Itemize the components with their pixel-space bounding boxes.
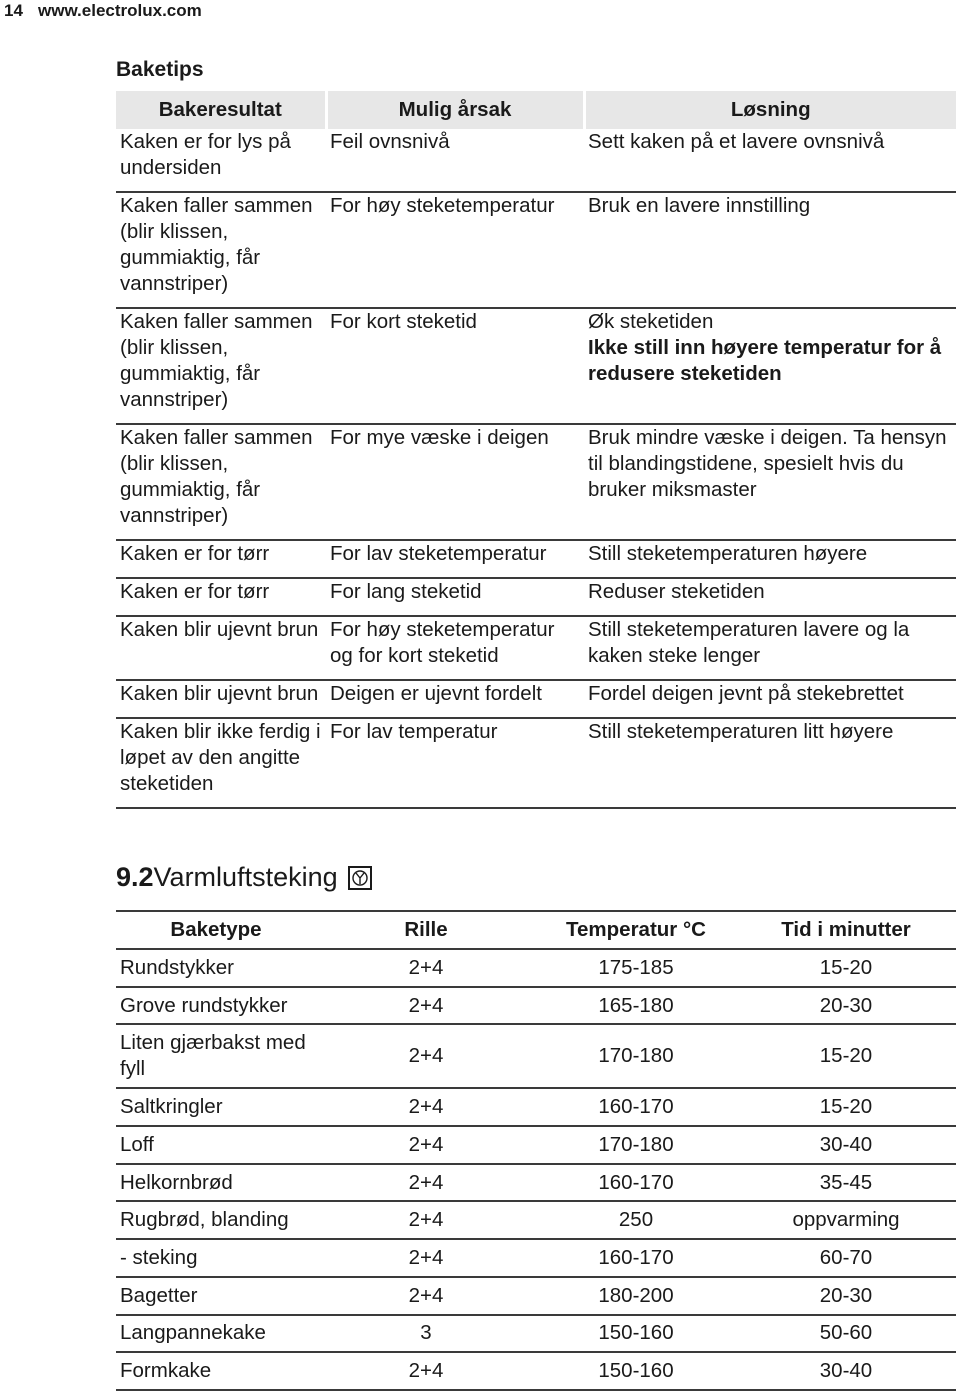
cause-cell [326, 540, 584, 578]
table-row [116, 129, 956, 192]
solution-cell [584, 616, 956, 680]
cause-cell [326, 424, 584, 540]
cause-text: Feil ovnsnivå [330, 130, 450, 153]
solution-cell [584, 578, 956, 616]
cause-text: Deigen er ujevnt fordelt [330, 682, 542, 705]
solution-cell [584, 718, 956, 808]
result-text: Kaken faller sammen (blir klissen, gummiaktig, får vannstriper) [120, 194, 313, 295]
cause-cell [326, 192, 584, 308]
baketype-cell: Formkake [116, 1352, 316, 1390]
result-text: Kaken faller sammen (blir klissen, gummiaktig, får vannstriper) [120, 426, 313, 527]
baketips-section [116, 58, 956, 809]
temperature-cell: 160-170 [536, 1164, 736, 1202]
table-row [116, 540, 956, 578]
result-cell [116, 578, 326, 616]
table-header-row [116, 911, 956, 949]
table-row [116, 308, 956, 424]
table-row [116, 1164, 956, 1202]
solution-text: Fordel deigen jevnt på stekebrettet [588, 682, 904, 705]
cause-text: For høy steketemperatur og for kort steketid [330, 618, 555, 667]
table-row [116, 718, 956, 808]
baketips-title: Baketips [116, 58, 204, 81]
solution-warning: Ikke still inn høyere temperatur for å redusere steketiden [588, 336, 942, 385]
result-cell [116, 192, 326, 308]
result-text: Kaken er for tørr [120, 580, 270, 603]
rille-cell: 2+4 [316, 949, 536, 987]
solution-text: Reduser steketiden [588, 580, 765, 603]
baketype-cell: Loff [116, 1126, 316, 1164]
column-header: Baketype [116, 911, 316, 949]
column-header: Mulig årsak [326, 91, 584, 129]
baketype-cell: Rundstykker [116, 949, 316, 987]
baketype-cell: - steking [116, 1239, 316, 1277]
cause-cell [326, 129, 584, 192]
solution-text: Still steketemperaturen litt høyere [588, 720, 894, 743]
table-row [116, 578, 956, 616]
result-text: Kaken faller sammen (blir klissen, gummiaktig, får vannstriper) [120, 310, 313, 411]
solution-cell [584, 308, 956, 424]
cause-text: For lav steketemperatur [330, 542, 547, 565]
time-cell: 15-20 [736, 1024, 956, 1088]
table-row [116, 424, 956, 540]
rille-cell: 2+4 [316, 1088, 536, 1126]
solution-text: Bruk en lavere innstilling [588, 194, 811, 217]
column-header: Bakeresultat [116, 91, 326, 129]
solution-cell [584, 680, 956, 718]
table-row [116, 949, 956, 987]
section-number: 9.2 [116, 862, 154, 892]
hot-air-section [116, 862, 956, 1391]
temperature-cell: 150-160 [536, 1352, 736, 1390]
fan-icon [348, 866, 372, 890]
table-row [116, 680, 956, 718]
rille-cell: 2+4 [316, 1239, 536, 1277]
temperature-cell: 170-180 [536, 1126, 736, 1164]
table-row [116, 1277, 956, 1315]
rille-cell: 2+4 [316, 987, 536, 1025]
section-heading [116, 862, 956, 893]
temperature-cell: 160-170 [536, 1239, 736, 1277]
section-title: Varmluftsteking [153, 862, 338, 892]
column-header: Tid i minutter [736, 911, 956, 949]
column-header: Rille [316, 911, 536, 949]
temperature-cell: 150-160 [536, 1315, 736, 1353]
cause-text: For høy steketemperatur [330, 194, 555, 217]
rille-cell: 2+4 [316, 1164, 536, 1202]
hot-air-table [116, 910, 956, 1391]
cause-cell [326, 718, 584, 808]
table-row [116, 1126, 956, 1164]
result-cell [116, 129, 326, 192]
solution-text: Still steketemperaturen høyere [588, 542, 868, 565]
time-cell: 60-70 [736, 1239, 956, 1277]
rille-cell: 2+4 [316, 1201, 536, 1239]
solution-cell [584, 424, 956, 540]
result-cell [116, 540, 326, 578]
baketips-table [116, 91, 956, 809]
baketype-cell: Bagetter [116, 1277, 316, 1315]
result-cell [116, 308, 326, 424]
temperature-cell: 175-185 [536, 949, 736, 987]
solution-cell [584, 129, 956, 192]
page-number: 14 [4, 1, 23, 20]
time-cell: 50-60 [736, 1315, 956, 1353]
table-row [116, 987, 956, 1025]
cause-cell [326, 616, 584, 680]
result-cell [116, 616, 326, 680]
table-header-row [116, 91, 956, 129]
result-cell [116, 718, 326, 808]
time-cell: 15-20 [736, 949, 956, 987]
baketype-cell: Rugbrød, blanding [116, 1201, 316, 1239]
time-cell: 15-20 [736, 1088, 956, 1126]
table-row [116, 1088, 956, 1126]
column-header: Temperatur °C [536, 911, 736, 949]
time-cell: 30-40 [736, 1352, 956, 1390]
time-cell: 30-40 [736, 1126, 956, 1164]
time-cell: 20-30 [736, 1277, 956, 1315]
column-header: Løsning [584, 91, 956, 129]
time-cell: oppvarming [736, 1201, 956, 1239]
temperature-cell: 160-170 [536, 1088, 736, 1126]
table-row [116, 1315, 956, 1353]
cause-cell [326, 680, 584, 718]
baketype-cell: Liten gjærbakst med fyll [116, 1024, 316, 1088]
result-cell [116, 680, 326, 718]
temperature-cell: 180-200 [536, 1277, 736, 1315]
cause-text: For lang steketid [330, 580, 482, 603]
cause-text: For mye væske i deigen [330, 426, 549, 449]
solution-cell [584, 192, 956, 308]
baketype-cell: Grove rundstykker [116, 987, 316, 1025]
cause-text: For kort steketid [330, 310, 477, 333]
result-cell [116, 424, 326, 540]
rille-cell: 2+4 [316, 1024, 536, 1088]
solution-cell [584, 540, 956, 578]
solution-text: Øk steketiden [588, 310, 714, 333]
time-cell: 35-45 [736, 1164, 956, 1202]
result-text: Kaken er for tørr [120, 542, 270, 565]
cause-cell [326, 308, 584, 424]
table-row [116, 1352, 956, 1390]
temperature-cell: 165-180 [536, 987, 736, 1025]
result-text: Kaken blir ikke ferdig i løpet av den angitte steketiden [120, 720, 321, 795]
page-header [0, 0, 202, 22]
baketype-cell: Langpannekake [116, 1315, 316, 1353]
solution-text: Still steketemperaturen lavere og la kaken steke lenger [588, 618, 910, 667]
solution-text: Sett kaken på et lavere ovnsnivå [588, 130, 885, 153]
result-text: Kaken er for lys på undersiden [120, 130, 291, 179]
table-row [116, 1239, 956, 1277]
result-text: Kaken blir ujevnt brun [120, 682, 319, 705]
rille-cell: 2+4 [316, 1352, 536, 1390]
baketype-cell: Helkornbrød [116, 1164, 316, 1202]
rille-cell: 2+4 [316, 1277, 536, 1315]
rille-cell: 3 [316, 1315, 536, 1353]
site-url: www.electrolux.com [38, 1, 202, 20]
temperature-cell: 250 [536, 1201, 736, 1239]
table-row [116, 192, 956, 308]
result-text: Kaken blir ujevnt brun [120, 618, 319, 641]
table-row [116, 616, 956, 680]
solution-text: Bruk mindre væske i deigen. Ta hensyn til blandingstidene, spesielt hvis du bruker miksmaster [588, 426, 947, 501]
cause-text: For lav temperatur [330, 720, 498, 743]
cause-cell [326, 578, 584, 616]
time-cell: 20-30 [736, 987, 956, 1025]
table-row [116, 1024, 956, 1088]
baketype-cell: Saltkringler [116, 1088, 316, 1126]
temperature-cell: 170-180 [536, 1024, 736, 1088]
table-row [116, 1201, 956, 1239]
rille-cell: 2+4 [316, 1126, 536, 1164]
